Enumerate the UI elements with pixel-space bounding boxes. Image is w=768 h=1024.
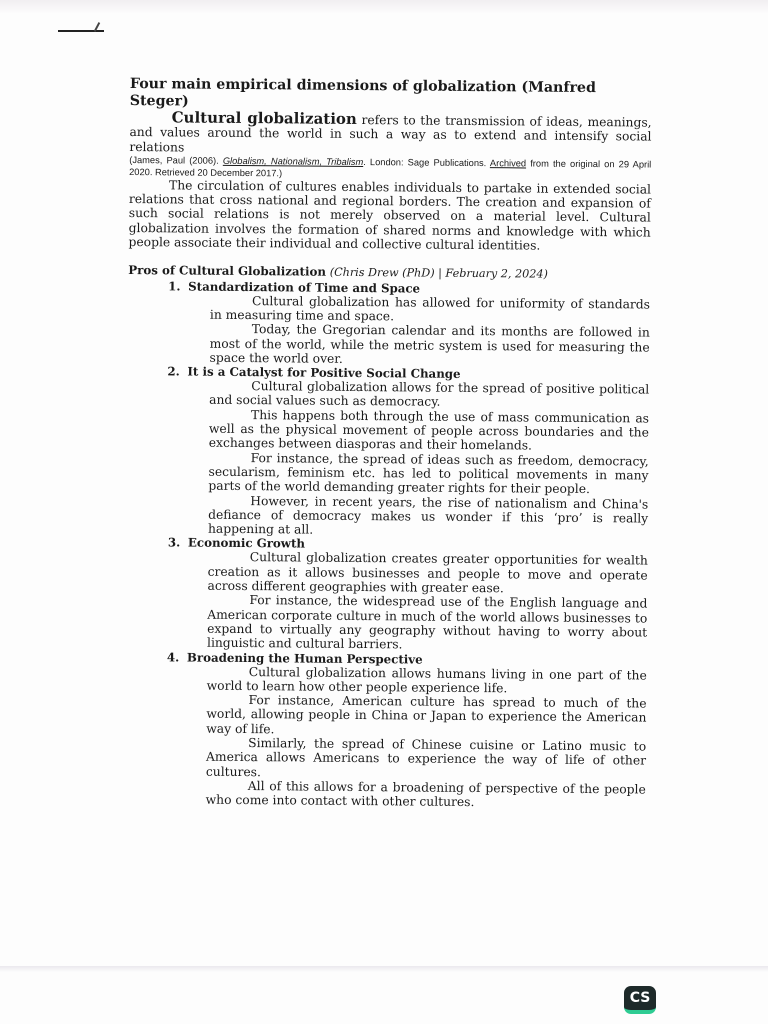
pros-item-paragraph: For instance, American culture has spread to much of the world, allowing people in China or Japan to experience the American way of life.: [206, 693, 647, 736]
pros-item-title-text: Economic Growth: [187, 535, 306, 551]
pros-item-body: [206, 664, 647, 811]
pros-item-number: 4.: [166, 649, 180, 664]
pros-item-body: [208, 379, 649, 540]
pros-heading-source: (Chris Drew (PhD) | February 2, 2024): [329, 266, 548, 282]
intro-lead-term: Cultural globalization: [171, 108, 357, 128]
document-body: [124, 76, 652, 811]
pros-item-paragraph: Cultural globalization allows for the spread of positive political and social values such as democracy.: [209, 379, 650, 410]
pros-item-title-text: It is a Catalyst for Positive Social Change: [187, 364, 461, 382]
pros-item-number: 1.: [168, 279, 181, 294]
intro-lead-rest: refers to the transmission of ideas, meanings, and values around the world in such a way as to extend and intensify social relations: [129, 112, 652, 155]
pros-item-title-text: Broadening the Human Perspective: [186, 650, 423, 667]
pros-item-paragraph: All of this allows for a broadening of perspective of the people who come into contact with other cultures.: [205, 778, 646, 810]
camscanner-logo: CS: [624, 986, 656, 1014]
intro-paragraph: [129, 110, 651, 158]
citation-tail: from the original on 29 April 2020. Retrieved 20 December 2017.): [129, 158, 652, 179]
pros-item-paragraph: However, in recent years, the rise of nationalism and China's defiance of democracy makes us wonder if this ‘pro’ is really happening at all.: [207, 493, 649, 537]
pros-item-number: 2.: [167, 364, 180, 379]
citation-publisher: . London: Sage Publications.: [363, 156, 490, 169]
pros-item-paragraph: This happens both through the use of mass communication as well as the physical movement of people across boundaries and the exchanges between diasporas and their homelands.: [208, 407, 650, 453]
pros-item-paragraph: Cultural globalization creates greater opportunities for wealth creation as it allows businesses and people to move and operate across different geographies with greater ease.: [207, 550, 648, 596]
pros-item-paragraph: Cultural globalization has allowed for uniformity of standards in measuring time and space.: [209, 293, 651, 324]
pros-item-number: 3.: [167, 535, 181, 550]
pros-item-paragraph: For instance, the spread of ideas such as freedom, democracy, secularism, feminism etc. has led to political movements in many parts of the world demanding greater rights for their people.: [208, 450, 649, 497]
pros-heading-title: Pros of Cultural Globalization: [128, 263, 327, 280]
pros-item-title-text: Standardization of Time and Space: [188, 279, 421, 296]
pros-item-body: [207, 550, 648, 654]
pros-item-paragraph: For instance, the widespread use of the English language and American corporate culture in much of the world allows businesses to expand to virtually any geography without having to worry about linguistic and cultural barriers.: [206, 593, 648, 652]
pen-mark: [58, 30, 104, 32]
citation-book-title: Globalism, Nationalism, Tribalism: [222, 155, 364, 167]
scan-edge-shading: [0, 0, 768, 14]
intro-body-paragraph: The circulation of cultures enables individuals to partake in extended social relations that cross national and regional borders. The creation and expansion of such social relations is not merely observed on a material level. Cultural globalization involves the formation of shared norms and knowledge with which people associate their individual and collective cultural identities.: [128, 178, 652, 253]
pros-item-paragraph: Today, the Gregorian calendar and its months are followed in most of the world, while the metric system is used for measuring the space the world over.: [209, 322, 650, 366]
citation-archived-link: Archived: [489, 158, 527, 169]
pros-item-paragraph: Cultural globalization allows humans living in one part of the world to learn how other people experience life.: [206, 664, 647, 696]
document-title: Four main empirical dimensions of globalization (Manfred Steger): [129, 76, 596, 110]
scan-edge-shading-bottom: [0, 966, 768, 972]
citation-open: (James, Paul (2006).: [129, 154, 223, 166]
pros-item-body: [209, 293, 650, 368]
pros-item-paragraph: Similarly, the spread of Chinese cuisine or Latino music to America allows Americans to experience the way of life of other cultures.: [205, 736, 647, 779]
